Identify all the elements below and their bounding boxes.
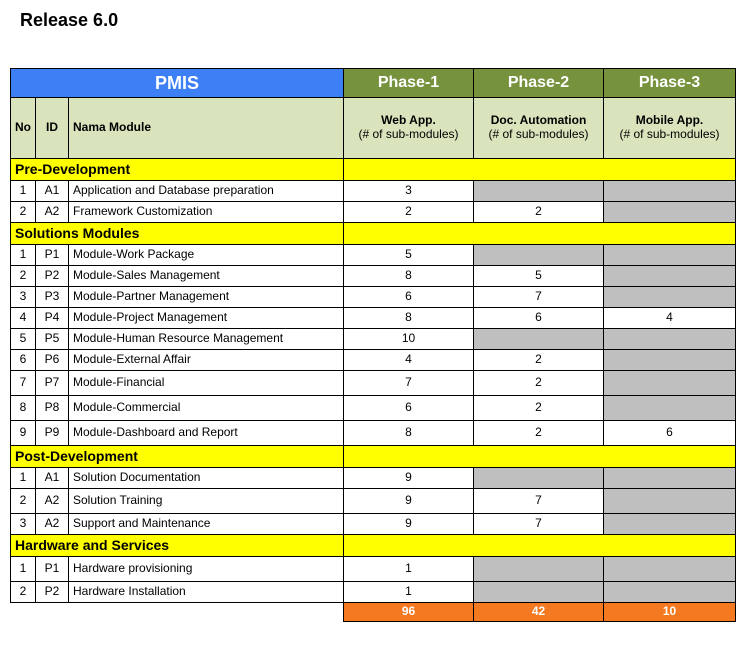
phase-2-subheader	[474, 98, 604, 159]
module-name: Module-Partner Management	[69, 287, 344, 308]
phase-1-value: 9	[344, 468, 474, 489]
row-number: 6	[11, 350, 36, 371]
phase-1-value: 1	[344, 557, 474, 582]
module-name: Hardware provisioning	[69, 557, 344, 582]
row-id: P6	[36, 350, 69, 371]
row-id: P2	[36, 266, 69, 287]
phase-1-subheader	[344, 98, 474, 159]
phase-1-value: 6	[344, 287, 474, 308]
row-number: 2	[11, 582, 36, 603]
pmis-header: PMIS	[11, 69, 344, 98]
phase-3-value	[604, 582, 736, 603]
table-row	[11, 308, 736, 329]
phase-1-value: 9	[344, 514, 474, 535]
module-name: Module-Human Resource Management	[69, 329, 344, 350]
section-row	[11, 159, 736, 181]
phase-3-app-label: Mobile App.	[635, 113, 704, 128]
module-name: Application and Database preparation	[69, 181, 344, 202]
module-name: Solution Training	[69, 489, 344, 514]
phase-3-value	[604, 489, 736, 514]
row-number: 3	[11, 287, 36, 308]
phase-3-value	[604, 557, 736, 582]
page-title: Release 6.0	[20, 10, 119, 30]
table-row	[11, 396, 736, 421]
phase-3-total: 10	[604, 603, 736, 622]
phase-2-value: 6	[474, 308, 604, 329]
phase-3-value	[604, 514, 736, 535]
table-row	[11, 582, 736, 603]
module-name: Module-Project Management	[69, 308, 344, 329]
phase-3-value	[604, 396, 736, 421]
phase-3-value	[604, 371, 736, 396]
phase-3-value	[604, 245, 736, 266]
table-row	[11, 468, 736, 489]
phase-3-value	[604, 350, 736, 371]
phase-3-value	[604, 181, 736, 202]
table-row	[11, 181, 736, 202]
phase-2-value: 7	[474, 514, 604, 535]
row-id: A1	[36, 468, 69, 489]
module-name: Support and Maintenance	[69, 514, 344, 535]
table-body	[11, 159, 736, 622]
table-row	[11, 350, 736, 371]
phase-3-value	[604, 468, 736, 489]
row-number: 1	[11, 468, 36, 489]
section-title: Pre-Development	[11, 159, 344, 181]
phase-3-value: 6	[604, 421, 736, 446]
phase-2-value	[474, 582, 604, 603]
phase-3-unit-label: (# of sub-modules)	[619, 127, 720, 141]
section-row	[11, 446, 736, 468]
phase-1-header: Phase-1	[344, 69, 474, 98]
phase-1-unit-label: (# of sub-modules)	[358, 127, 459, 141]
phase-2-value	[474, 557, 604, 582]
phase-2-value: 5	[474, 266, 604, 287]
phase-2-value: 2	[474, 371, 604, 396]
section-title: Hardware and Services	[11, 535, 344, 557]
section-filler	[344, 159, 736, 181]
module-name: Solution Documentation	[69, 468, 344, 489]
module-name: Module-External Affair	[69, 350, 344, 371]
module-name: Module-Work Package	[69, 245, 344, 266]
table-row	[11, 421, 736, 446]
phase-1-value: 10	[344, 329, 474, 350]
module-name: Module-Sales Management	[69, 266, 344, 287]
phase-2-value: 7	[474, 287, 604, 308]
phase-3-value	[604, 266, 736, 287]
row-id: A1	[36, 181, 69, 202]
module-name: Module-Commercial	[69, 396, 344, 421]
phase-1-value: 1	[344, 582, 474, 603]
totals-spacer	[11, 603, 344, 622]
table-row	[11, 489, 736, 514]
phase-2-app-label: Doc. Automation	[490, 113, 587, 128]
phase-1-value: 8	[344, 266, 474, 287]
section-filler	[344, 535, 736, 557]
phase-2-value	[474, 181, 604, 202]
section-filler	[344, 446, 736, 468]
id-column-header: ID	[36, 98, 69, 159]
row-id: P1	[36, 557, 69, 582]
row-id: A2	[36, 514, 69, 535]
row-id: P1	[36, 245, 69, 266]
table-row	[11, 557, 736, 582]
row-number: 1	[11, 181, 36, 202]
table-row	[11, 514, 736, 535]
row-number: 2	[11, 489, 36, 514]
section-title: Solutions Modules	[11, 223, 344, 245]
section-row	[11, 223, 736, 245]
phase-2-value	[474, 329, 604, 350]
row-id: A2	[36, 489, 69, 514]
table-row	[11, 287, 736, 308]
module-name: Module-Dashboard and Report	[69, 421, 344, 446]
row-id: P8	[36, 396, 69, 421]
row-id: P7	[36, 371, 69, 396]
phase-1-value: 5	[344, 245, 474, 266]
row-number: 1	[11, 557, 36, 582]
section-row	[11, 535, 736, 557]
no-column-header: No	[11, 98, 36, 159]
row-id: A2	[36, 202, 69, 223]
table-row	[11, 202, 736, 223]
section-title: Post-Development	[11, 446, 344, 468]
module-name: Framework Customization	[69, 202, 344, 223]
table-row	[11, 245, 736, 266]
phase-2-unit-label: (# of sub-modules)	[488, 127, 589, 141]
phase-1-value: 7	[344, 371, 474, 396]
module-name: Module-Financial	[69, 371, 344, 396]
phase-3-value	[604, 287, 736, 308]
row-id: P4	[36, 308, 69, 329]
phase-1-app-label: Web App.	[381, 113, 436, 128]
table-row	[11, 329, 736, 350]
row-number: 2	[11, 202, 36, 223]
phase-2-value: 7	[474, 489, 604, 514]
phase-1-value: 9	[344, 489, 474, 514]
row-id: P3	[36, 287, 69, 308]
phase-3-subheader	[604, 98, 736, 159]
phase-3-value	[604, 202, 736, 223]
phase-2-value	[474, 468, 604, 489]
table-row	[11, 266, 736, 287]
phase-2-value	[474, 245, 604, 266]
phase-1-value: 8	[344, 308, 474, 329]
phase-3-value	[604, 329, 736, 350]
phase-1-value: 2	[344, 202, 474, 223]
phase-3-value: 4	[604, 308, 736, 329]
table-row	[11, 371, 736, 396]
section-filler	[344, 223, 736, 245]
row-id: P5	[36, 329, 69, 350]
phase-1-total: 96	[344, 603, 474, 622]
phase-2-value: 2	[474, 350, 604, 371]
row-number: 1	[11, 245, 36, 266]
totals-row	[11, 603, 736, 622]
row-number: 9	[11, 421, 36, 446]
phase-3-header: Phase-3	[604, 69, 736, 98]
row-number: 5	[11, 329, 36, 350]
name-column-header: Nama Module	[69, 98, 344, 159]
row-number: 2	[11, 266, 36, 287]
phase-2-value: 2	[474, 202, 604, 223]
row-number: 4	[11, 308, 36, 329]
phase-2-header: Phase-2	[474, 69, 604, 98]
module-name: Hardware Installation	[69, 582, 344, 603]
row-number: 3	[11, 514, 36, 535]
phase-1-value: 3	[344, 181, 474, 202]
phase-2-total: 42	[474, 603, 604, 622]
row-id: P9	[36, 421, 69, 446]
phase-1-value: 6	[344, 396, 474, 421]
row-id: P2	[36, 582, 69, 603]
row-number: 8	[11, 396, 36, 421]
row-number: 7	[11, 371, 36, 396]
release-table	[10, 68, 736, 622]
phase-2-value: 2	[474, 396, 604, 421]
phase-1-value: 4	[344, 350, 474, 371]
phase-1-value: 8	[344, 421, 474, 446]
phase-2-value: 2	[474, 421, 604, 446]
